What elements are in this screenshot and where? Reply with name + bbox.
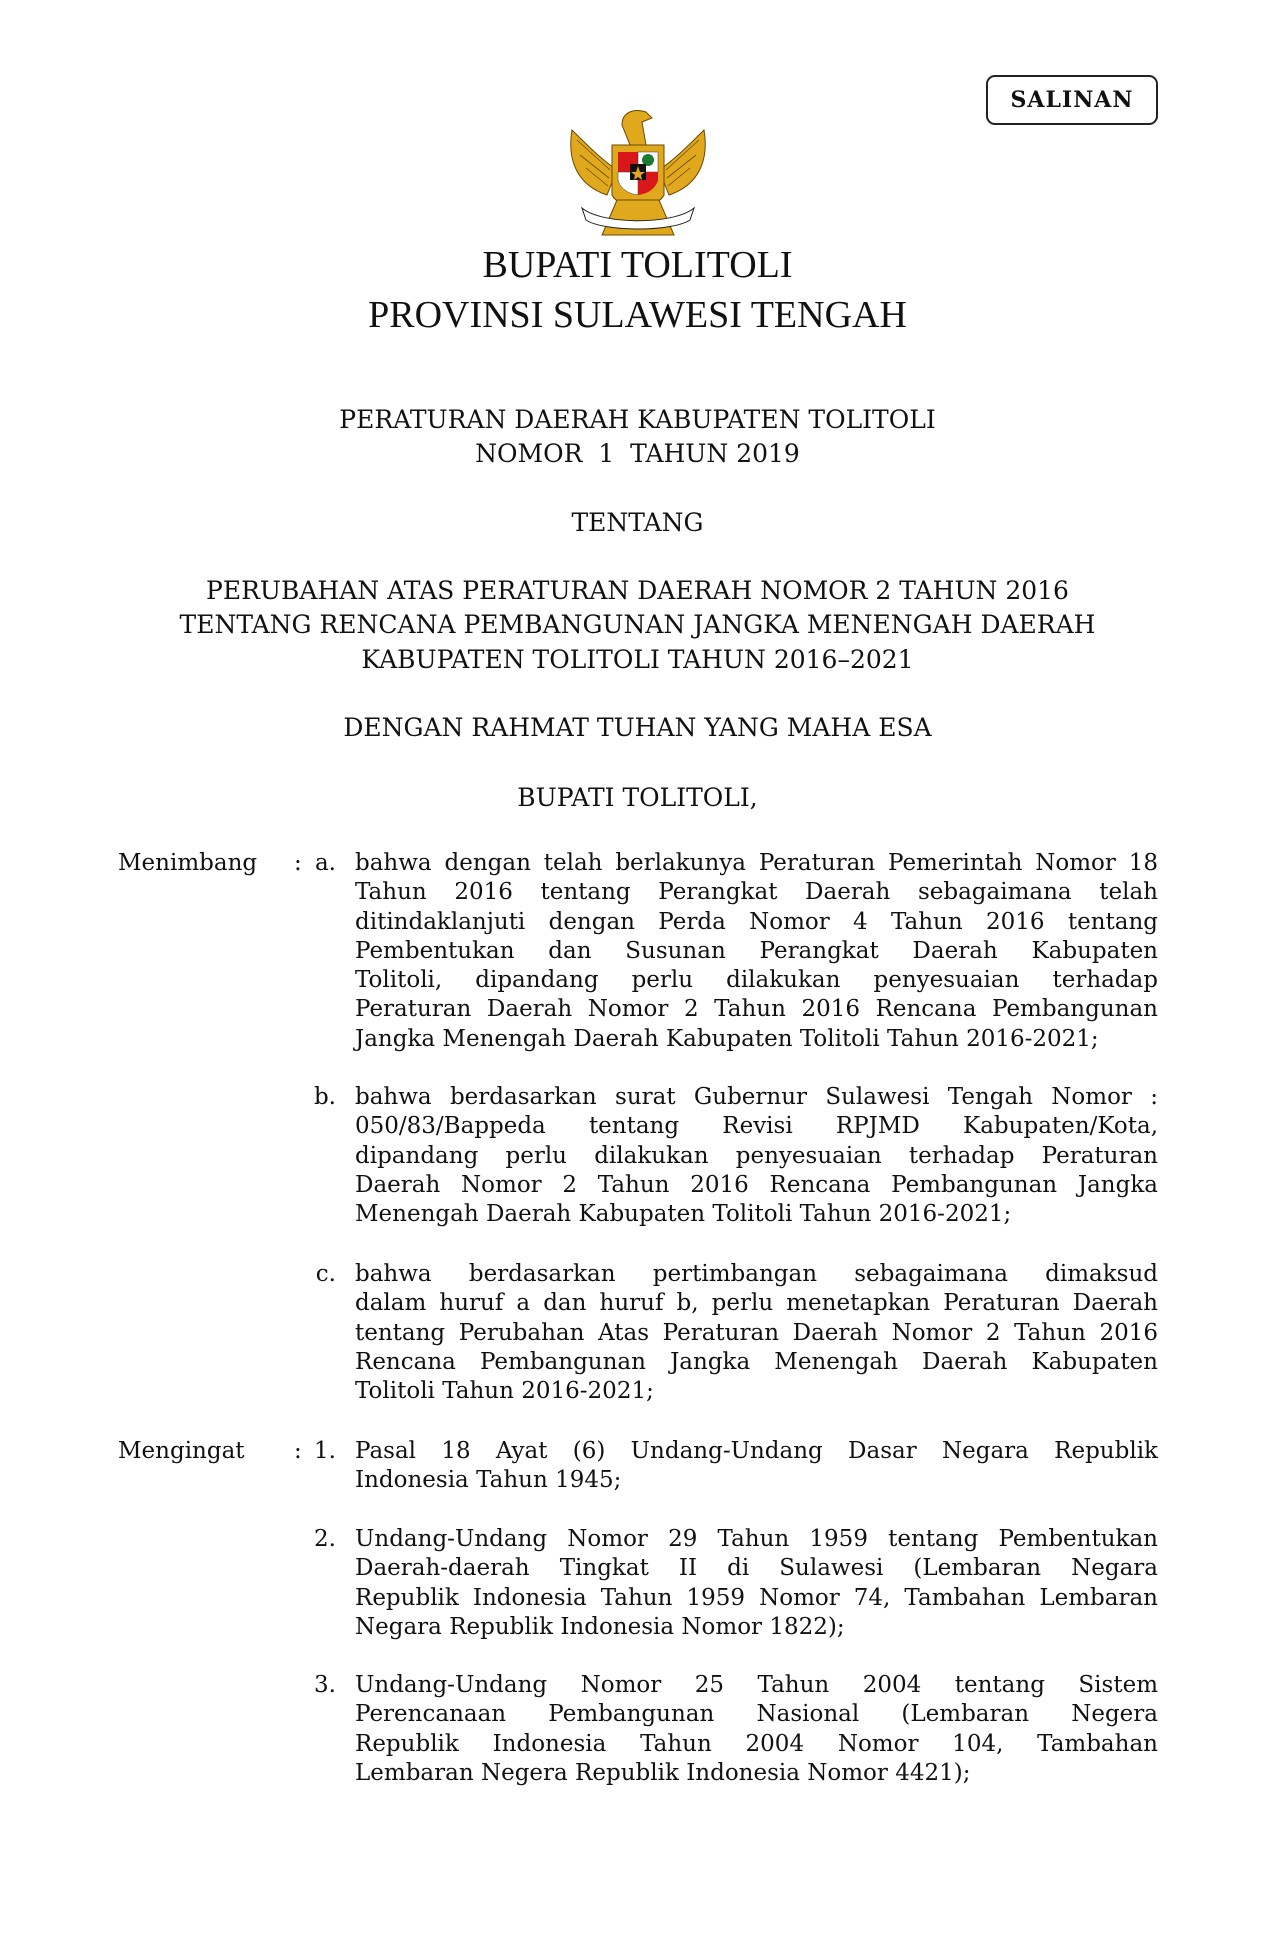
clause-line: tentang Perubahan Atas Peraturan Daerah Nomor 2 Tahun 2016 <box>355 1319 1158 1346</box>
clause-line: Indonesia Tahun 1945; <box>355 1467 622 1494</box>
blessing-line: DENGAN RAHMAT TUHAN YANG MAHA ESA <box>343 713 932 742</box>
mengingat-colon: : <box>294 1438 302 1464</box>
mengingat-item <box>355 1525 1158 1642</box>
clause-line: Daerah Nomor 2 Tahun 2016 Rencana Pembangunan Jangka <box>355 1171 1158 1198</box>
menimbang-item <box>355 1083 1158 1229</box>
clause-line: Jangka Menengah Daerah Kabupaten Tolitoli Tahun 2016-2021; <box>355 1025 1099 1052</box>
header-line-1: BUPATI TOLITOLI <box>482 244 793 286</box>
menimbang-item-marker: a. <box>314 850 336 876</box>
clause-line: Menengah Daerah Kabupaten Tolitoli Tahun 2016-2021; <box>355 1201 1012 1228</box>
clause-line: Lembaran Negera Republik Indonesia Nomor 4421); <box>355 1759 971 1786</box>
menimbang-item-marker: c. <box>315 1261 336 1287</box>
clause-line: Pembentukan dan Susunan Perangkat Daerah Kabupaten <box>355 937 1158 964</box>
regulation-subject-1: PERUBAHAN ATAS PERATURAN DAERAH NOMOR 2 TAHUN 2016 <box>206 576 1069 605</box>
mengingat-item <box>355 1671 1158 1788</box>
clause-line: Negara Republik Indonesia Nomor 1822); <box>355 1613 845 1640</box>
clause-line: Pasal 18 Ayat (6) Undang-Undang Dasar Negara Republik <box>355 1438 1158 1464</box>
clause-line: dipandang perlu dilakukan penyesuaian terhadap Peraturan <box>355 1142 1158 1169</box>
clause-line: dalam huruf a dan huruf b, perlu menetapkan Peraturan Daerah <box>355 1290 1158 1317</box>
mengingat-item-marker: 1. <box>314 1438 336 1464</box>
clause-line: Daerah-daerah Tingkat II di Sulawesi (Lembaran Negara <box>355 1555 1158 1582</box>
mengingat-label: Mengingat <box>118 1438 245 1464</box>
clause-line: 050/83/Bappeda tentang Revisi RPJMD Kabupaten/Kota, <box>355 1113 1158 1140</box>
clause-line: Undang-Undang Nomor 25 Tahun 2004 tentang Sistem <box>355 1672 1158 1698</box>
mengingat-item-marker: 2. <box>314 1526 336 1552</box>
mengingat-item-marker: 3. <box>314 1672 336 1698</box>
regulation-subject-2: TENTANG RENCANA PEMBANGUNAN JANGKA MENENGAH DAERAH <box>179 610 1096 639</box>
clause-line: Tolitoli, dipandang perlu dilakukan penyesuaian terhadap <box>355 967 1158 994</box>
menimbang-colon: : <box>294 850 302 876</box>
authority-line: BUPATI TOLITOLI, <box>517 783 758 812</box>
menimbang-item-marker: b. <box>313 1084 336 1110</box>
regulation-about: TENTANG <box>571 508 704 537</box>
regulation-title: PERATURAN DAERAH KABUPATEN TOLITOLI <box>339 405 936 434</box>
mengingat-item <box>355 1437 1158 1496</box>
clause-line: ditindaklanjuti dengan Perda Nomor 4 Tahun 2016 tentang <box>355 908 1158 935</box>
menimbang-item <box>355 849 1158 1054</box>
clause-line: Tahun 2016 tentang Perangkat Daerah sebagaimana telah <box>355 879 1158 906</box>
clause-line: Undang-Undang Nomor 29 Tahun 1959 tentang Pembentukan <box>355 1526 1158 1552</box>
regulation-subject-3: KABUPATEN TOLITOLI TAHUN 2016–2021 <box>361 645 914 674</box>
salinan-stamp: SALINAN <box>986 75 1158 125</box>
menimbang-item <box>355 1260 1158 1406</box>
clause-line: Rencana Pembangunan Jangka Menengah Daerah Kabupaten <box>355 1348 1158 1375</box>
clause-line: bahwa berdasarkan surat Gubernur Sulawesi Tengah Nomor : <box>355 1084 1158 1110</box>
clause-line: Republik Indonesia Tahun 1959 Nomor 74, Tambahan Lembaran <box>355 1584 1158 1611</box>
clause-line: bahwa berdasarkan pertimbangan sebagaimana dimaksud <box>355 1261 1158 1287</box>
regulation-number: NOMOR 1 TAHUN 2019 <box>475 439 800 468</box>
clause-line: Perencanaan Pembangunan Nasional (Lembaran Negera <box>355 1701 1158 1728</box>
clause-line: Peraturan Daerah Nomor 2 Tahun 2016 Rencana Pembangunan <box>355 996 1158 1023</box>
menimbang-label: Menimbang <box>118 850 258 876</box>
clause-line: Republik Indonesia Tahun 2004 Nomor 104, Tambahan <box>355 1730 1158 1757</box>
garuda-pancasila-emblem <box>562 100 714 242</box>
clause-line: Tolitoli Tahun 2016-2021; <box>355 1378 654 1405</box>
clause-line: bahwa dengan telah berlakunya Peraturan Pemerintah Nomor 18 <box>355 850 1158 876</box>
header-line-2: PROVINSI SULAWESI TENGAH <box>368 294 907 336</box>
